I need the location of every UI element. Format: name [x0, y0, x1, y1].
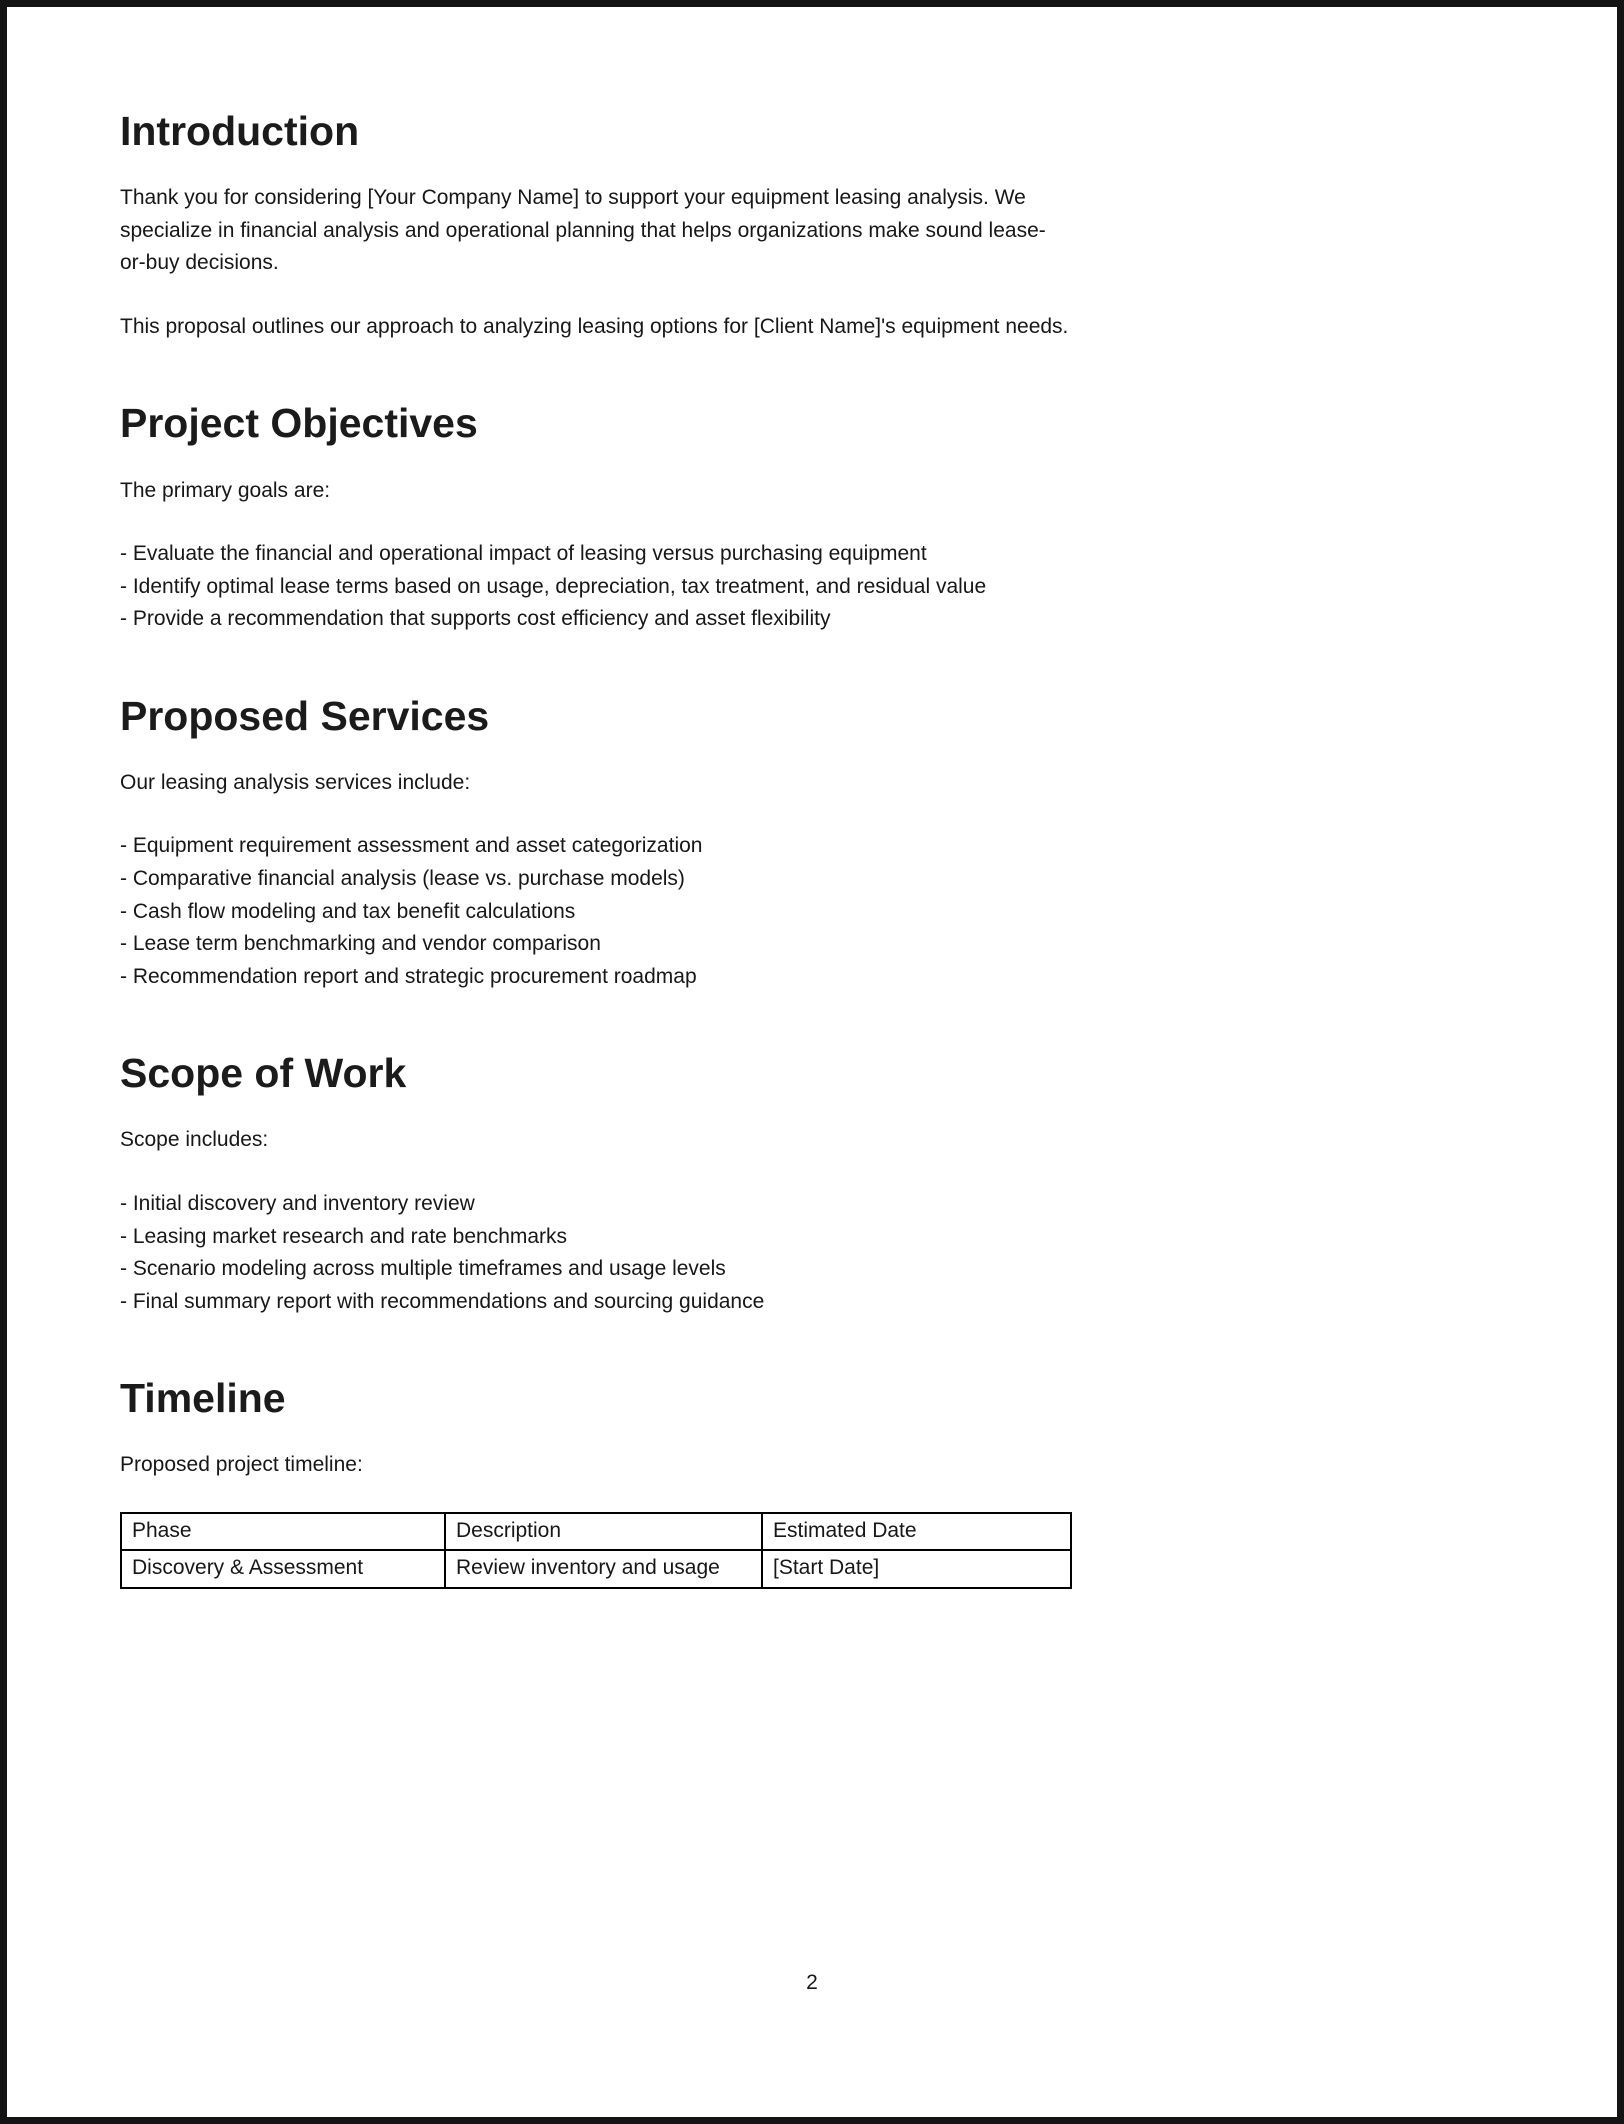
scope-bullet-list [120, 1188, 1077, 1318]
timeline-cell-description: Review inventory and usage [445, 1550, 762, 1587]
timeline-header-phase: Phase [121, 1513, 445, 1550]
timeline-cell-date: [Start Date] [762, 1550, 1071, 1587]
services-bullet: - Lease term benchmarking and vendor comparison [120, 932, 601, 956]
objectives-lead: The primary goals are: [120, 478, 331, 502]
section-heading-services: Proposed Services [120, 692, 490, 739]
objectives-bullet: - Provide a recommendation that supports cost efficiency and asset flexibility [120, 607, 831, 631]
timeline-cell-phase: Discovery & Assessment [121, 1550, 445, 1587]
timeline-table-header-row [121, 1513, 1071, 1550]
services-bullet-list [120, 830, 1077, 993]
objectives-bullet-list [120, 538, 1077, 636]
section-heading-introduction: Introduction [120, 108, 360, 154]
scope-bullet: - Leasing market research and rate benchmarks [120, 1224, 568, 1248]
scope-bullet: - Scenario modeling across multiple timeframes and usage levels [120, 1257, 726, 1281]
objectives-bullet: - Identify optimal lease terms based on usage, depreciation, tax treatment, and residual value [120, 574, 987, 598]
services-bullet: - Equipment requirement assessment and asset categorization [120, 834, 703, 858]
timeline-header-description: Description [445, 1513, 762, 1550]
scope-bullet: - Initial discovery and inventory review [120, 1191, 475, 1215]
section-heading-scope: Scope of Work [120, 1050, 407, 1097]
services-bullet: - Recommendation report and strategic procurement roadmap [120, 964, 697, 988]
document-content [7, 7, 1077, 1589]
timeline-lead: Proposed project timeline: [120, 1453, 363, 1477]
services-bullet: - Comparative financial analysis (lease vs. purchase models) [120, 867, 685, 891]
services-lead: Our leasing analysis services include: [120, 770, 471, 794]
timeline-table-row [121, 1550, 1071, 1587]
scope-bullet: - Final summary report with recommendations and sourcing guidance [120, 1289, 765, 1313]
intro-paragraph-1: Thank you for considering [Your Company Name] to support your equipment leasing analysis. We specialize in financial analysis and operational planning that helps organizations make sound lease-or-buy decisions. [120, 186, 1046, 275]
services-bullet: - Cash flow modeling and tax benefit calculations [120, 899, 576, 923]
page-number: 2 [806, 1971, 818, 1994]
timeline-table [120, 1512, 1072, 1589]
scope-lead: Scope includes: [120, 1128, 269, 1152]
section-heading-timeline: Timeline [120, 1375, 286, 1422]
intro-paragraph-2: This proposal outlines our approach to analyzing leasing options for [Client Name]'s equipment needs. [120, 314, 1069, 338]
timeline-header-date: Estimated Date [762, 1513, 1071, 1550]
objectives-bullet: - Evaluate the financial and operational impact of leasing versus purchasing equipment [120, 542, 927, 566]
section-heading-objectives: Project Objectives [120, 400, 478, 447]
